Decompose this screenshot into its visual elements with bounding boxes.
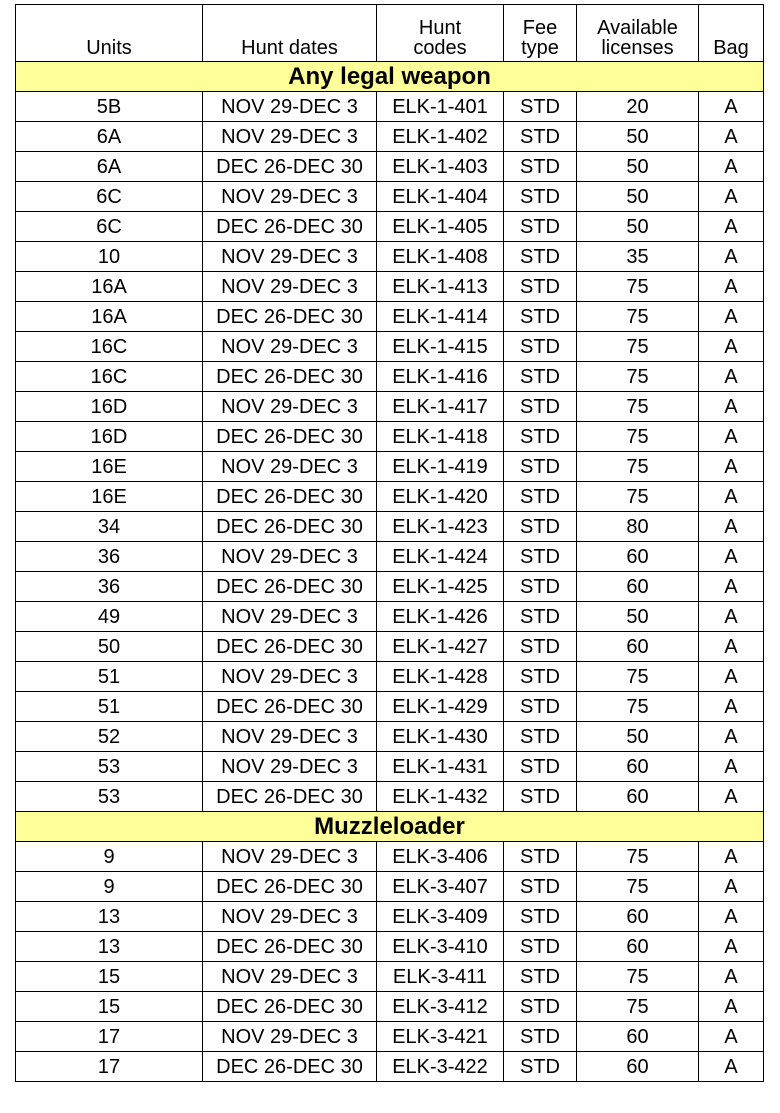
cell-hunt-dates: DEC 26-DEC 30 [203,992,377,1022]
cell-bag: A [699,662,764,692]
cell-hunt-code: ELK-1-414 [377,302,504,332]
cell-fee-type: STD [504,692,577,722]
cell-hunt-dates: NOV 29-DEC 3 [203,962,377,992]
cell-bag: A [699,632,764,662]
cell-available-licenses: 75 [577,692,699,722]
cell-fee-type: STD [504,92,577,122]
cell-unit: 17 [16,1022,203,1052]
cell-bag: A [699,1022,764,1052]
cell-fee-type: STD [504,752,577,782]
table-row [16,962,764,992]
cell-available-licenses: 75 [577,842,699,872]
cell-hunt-dates: NOV 29-DEC 3 [203,752,377,782]
cell-hunt-code: ELK-3-411 [377,962,504,992]
cell-hunt-code: ELK-3-407 [377,872,504,902]
cell-fee-type: STD [504,662,577,692]
section-title: Muzzleloader [16,812,764,842]
cell-hunt-dates: NOV 29-DEC 3 [203,182,377,212]
cell-hunt-code: ELK-1-415 [377,332,504,362]
cell-unit: 6C [16,182,203,212]
cell-hunt-code: ELK-1-423 [377,512,504,542]
cell-unit: 16D [16,422,203,452]
cell-hunt-code: ELK-1-424 [377,542,504,572]
cell-unit: 13 [16,932,203,962]
cell-unit: 15 [16,962,203,992]
cell-hunt-dates: NOV 29-DEC 3 [203,452,377,482]
cell-hunt-code: ELK-1-425 [377,572,504,602]
cell-hunt-dates: NOV 29-DEC 3 [203,272,377,302]
cell-bag: A [699,422,764,452]
table-row [16,842,764,872]
section-title: Any legal weapon [16,62,764,92]
cell-hunt-code: ELK-1-413 [377,272,504,302]
cell-fee-type: STD [504,932,577,962]
cell-available-licenses: 80 [577,512,699,542]
cell-available-licenses: 20 [577,92,699,122]
cell-unit: 6A [16,152,203,182]
cell-available-licenses: 75 [577,482,699,512]
cell-available-licenses: 75 [577,452,699,482]
cell-unit: 15 [16,992,203,1022]
table-row [16,512,764,542]
table-row [16,902,764,932]
cell-available-licenses: 75 [577,362,699,392]
header-hunt-dates: Hunt dates [203,5,377,62]
cell-available-licenses: 50 [577,152,699,182]
cell-hunt-code: ELK-1-417 [377,392,504,422]
cell-fee-type: STD [504,242,577,272]
cell-unit: 34 [16,512,203,542]
cell-unit: 16C [16,362,203,392]
cell-unit: 16C [16,332,203,362]
cell-available-licenses: 75 [577,662,699,692]
cell-unit: 6A [16,122,203,152]
cell-bag: A [699,602,764,632]
cell-fee-type: STD [504,512,577,542]
table-row [16,122,764,152]
cell-unit: 16E [16,482,203,512]
cell-fee-type: STD [504,632,577,662]
cell-fee-type: STD [504,422,577,452]
cell-fee-type: STD [504,332,577,362]
cell-fee-type: STD [504,392,577,422]
cell-fee-type: STD [504,302,577,332]
cell-available-licenses: 60 [577,1052,699,1082]
table-row [16,602,764,632]
cell-unit: 53 [16,752,203,782]
cell-hunt-code: ELK-1-419 [377,452,504,482]
table-row [16,242,764,272]
cell-hunt-code: ELK-3-421 [377,1022,504,1052]
cell-hunt-code: ELK-3-410 [377,932,504,962]
cell-available-licenses: 60 [577,782,699,812]
cell-hunt-dates: DEC 26-DEC 30 [203,422,377,452]
cell-hunt-dates: NOV 29-DEC 3 [203,332,377,362]
cell-hunt-code: ELK-3-412 [377,992,504,1022]
cell-hunt-code: ELK-1-432 [377,782,504,812]
cell-fee-type: STD [504,602,577,632]
cell-bag: A [699,872,764,902]
cell-hunt-code: ELK-1-420 [377,482,504,512]
cell-hunt-dates: NOV 29-DEC 3 [203,602,377,632]
cell-bag: A [699,692,764,722]
table-row [16,1052,764,1082]
cell-unit: 16A [16,302,203,332]
cell-hunt-dates: NOV 29-DEC 3 [203,122,377,152]
table-row [16,332,764,362]
cell-hunt-dates: DEC 26-DEC 30 [203,872,377,902]
table-row [16,92,764,122]
cell-bag: A [699,512,764,542]
cell-hunt-code: ELK-3-409 [377,902,504,932]
cell-hunt-dates: NOV 29-DEC 3 [203,1022,377,1052]
cell-hunt-dates: DEC 26-DEC 30 [203,572,377,602]
table-row [16,692,764,722]
cell-fee-type: STD [504,872,577,902]
table-row [16,452,764,482]
table-row [16,662,764,692]
cell-bag: A [699,992,764,1022]
cell-hunt-dates: DEC 26-DEC 30 [203,692,377,722]
cell-fee-type: STD [504,992,577,1022]
cell-hunt-code: ELK-1-428 [377,662,504,692]
cell-fee-type: STD [504,152,577,182]
cell-bag: A [699,362,764,392]
cell-hunt-code: ELK-1-416 [377,362,504,392]
cell-fee-type: STD [504,482,577,512]
cell-unit: 5B [16,92,203,122]
section-header-row [16,812,764,842]
cell-available-licenses: 75 [577,962,699,992]
cell-available-licenses: 75 [577,272,699,302]
cell-unit: 10 [16,242,203,272]
cell-fee-type: STD [504,272,577,302]
cell-bag: A [699,842,764,872]
cell-bag: A [699,272,764,302]
cell-hunt-dates: DEC 26-DEC 30 [203,482,377,512]
cell-available-licenses: 75 [577,332,699,362]
table-body [16,62,764,1082]
cell-available-licenses: 60 [577,932,699,962]
cell-available-licenses: 35 [577,242,699,272]
cell-unit: 50 [16,632,203,662]
cell-fee-type: STD [504,722,577,752]
cell-fee-type: STD [504,1052,577,1082]
cell-bag: A [699,122,764,152]
cell-available-licenses: 75 [577,872,699,902]
cell-unit: 36 [16,542,203,572]
table-row [16,182,764,212]
table-row [16,872,764,902]
cell-bag: A [699,182,764,212]
cell-unit: 51 [16,692,203,722]
table-row [16,422,764,452]
header-available-licenses: Available licenses [577,5,699,62]
table-row [16,272,764,302]
cell-bag: A [699,542,764,572]
cell-fee-type: STD [504,842,577,872]
header-bag: Bag [699,5,764,62]
cell-hunt-code: ELK-1-401 [377,92,504,122]
cell-hunt-dates: DEC 26-DEC 30 [203,632,377,662]
cell-hunt-code: ELK-1-431 [377,752,504,782]
cell-hunt-code: ELK-3-422 [377,1052,504,1082]
cell-hunt-dates: NOV 29-DEC 3 [203,902,377,932]
cell-hunt-dates: NOV 29-DEC 3 [203,722,377,752]
cell-hunt-code: ELK-1-426 [377,602,504,632]
cell-available-licenses: 60 [577,752,699,782]
table-row [16,302,764,332]
cell-unit: 13 [16,902,203,932]
cell-available-licenses: 50 [577,122,699,152]
cell-bag: A [699,902,764,932]
cell-unit: 49 [16,602,203,632]
cell-hunt-dates: DEC 26-DEC 30 [203,302,377,332]
cell-unit: 9 [16,872,203,902]
cell-unit: 17 [16,1052,203,1082]
table-row [16,722,764,752]
cell-available-licenses: 75 [577,992,699,1022]
table-row [16,992,764,1022]
cell-unit: 16E [16,452,203,482]
cell-hunt-code: ELK-1-403 [377,152,504,182]
cell-bag: A [699,932,764,962]
cell-hunt-dates: DEC 26-DEC 30 [203,212,377,242]
cell-available-licenses: 75 [577,392,699,422]
cell-bag: A [699,452,764,482]
cell-unit: 16A [16,272,203,302]
cell-bag: A [699,722,764,752]
cell-available-licenses: 75 [577,422,699,452]
cell-hunt-code: ELK-1-418 [377,422,504,452]
table-row [16,782,764,812]
cell-available-licenses: 75 [577,302,699,332]
table-row [16,632,764,662]
cell-hunt-dates: NOV 29-DEC 3 [203,842,377,872]
cell-hunt-dates: NOV 29-DEC 3 [203,92,377,122]
cell-hunt-code: ELK-1-405 [377,212,504,242]
cell-hunt-code: ELK-3-406 [377,842,504,872]
cell-hunt-dates: DEC 26-DEC 30 [203,1052,377,1082]
cell-hunt-dates: NOV 29-DEC 3 [203,662,377,692]
cell-bag: A [699,332,764,362]
cell-available-licenses: 60 [577,902,699,932]
cell-fee-type: STD [504,182,577,212]
cell-fee-type: STD [504,782,577,812]
cell-hunt-code: ELK-1-427 [377,632,504,662]
cell-unit: 9 [16,842,203,872]
cell-bag: A [699,242,764,272]
cell-hunt-dates: DEC 26-DEC 30 [203,512,377,542]
cell-available-licenses: 50 [577,212,699,242]
table-row [16,572,764,602]
cell-bag: A [699,92,764,122]
cell-bag: A [699,482,764,512]
cell-bag: A [699,1052,764,1082]
cell-available-licenses: 50 [577,602,699,632]
cell-available-licenses: 60 [577,632,699,662]
cell-hunt-dates: NOV 29-DEC 3 [203,392,377,422]
cell-fee-type: STD [504,962,577,992]
cell-fee-type: STD [504,1022,577,1052]
table-row [16,1022,764,1052]
cell-fee-type: STD [504,122,577,152]
header-units: Units [16,5,203,62]
cell-available-licenses: 60 [577,572,699,602]
cell-bag: A [699,152,764,182]
cell-hunt-dates: DEC 26-DEC 30 [203,152,377,182]
cell-fee-type: STD [504,452,577,482]
cell-fee-type: STD [504,212,577,242]
cell-fee-type: STD [504,362,577,392]
cell-unit: 53 [16,782,203,812]
cell-bag: A [699,752,764,782]
cell-bag: A [699,572,764,602]
cell-bag: A [699,212,764,242]
cell-unit: 52 [16,722,203,752]
table-row [16,362,764,392]
cell-hunt-code: ELK-1-430 [377,722,504,752]
cell-available-licenses: 50 [577,722,699,752]
cell-bag: A [699,782,764,812]
cell-hunt-dates: NOV 29-DEC 3 [203,242,377,272]
table-row [16,392,764,422]
table-row [16,212,764,242]
cell-unit: 16D [16,392,203,422]
header-fee-type: Fee type [504,5,577,62]
cell-unit: 6C [16,212,203,242]
cell-hunt-code: ELK-1-402 [377,122,504,152]
cell-available-licenses: 60 [577,1022,699,1052]
cell-unit: 36 [16,572,203,602]
cell-hunt-dates: DEC 26-DEC 30 [203,932,377,962]
cell-fee-type: STD [504,542,577,572]
table-row [16,482,764,512]
table-row [16,752,764,782]
cell-hunt-dates: NOV 29-DEC 3 [203,542,377,572]
cell-unit: 51 [16,662,203,692]
cell-bag: A [699,392,764,422]
cell-available-licenses: 50 [577,182,699,212]
cell-available-licenses: 60 [577,542,699,572]
table-row [16,932,764,962]
cell-hunt-code: ELK-1-404 [377,182,504,212]
cell-hunt-dates: DEC 26-DEC 30 [203,782,377,812]
section-header-row [16,62,764,92]
cell-hunt-code: ELK-1-429 [377,692,504,722]
header-row [16,5,764,62]
header-hunt-codes: Hunt codes [377,5,504,62]
cell-fee-type: STD [504,902,577,932]
elk-hunt-table [15,4,764,1082]
cell-hunt-code: ELK-1-408 [377,242,504,272]
cell-bag: A [699,962,764,992]
table-row [16,152,764,182]
cell-hunt-dates: DEC 26-DEC 30 [203,362,377,392]
table-row [16,542,764,572]
cell-fee-type: STD [504,572,577,602]
cell-bag: A [699,302,764,332]
